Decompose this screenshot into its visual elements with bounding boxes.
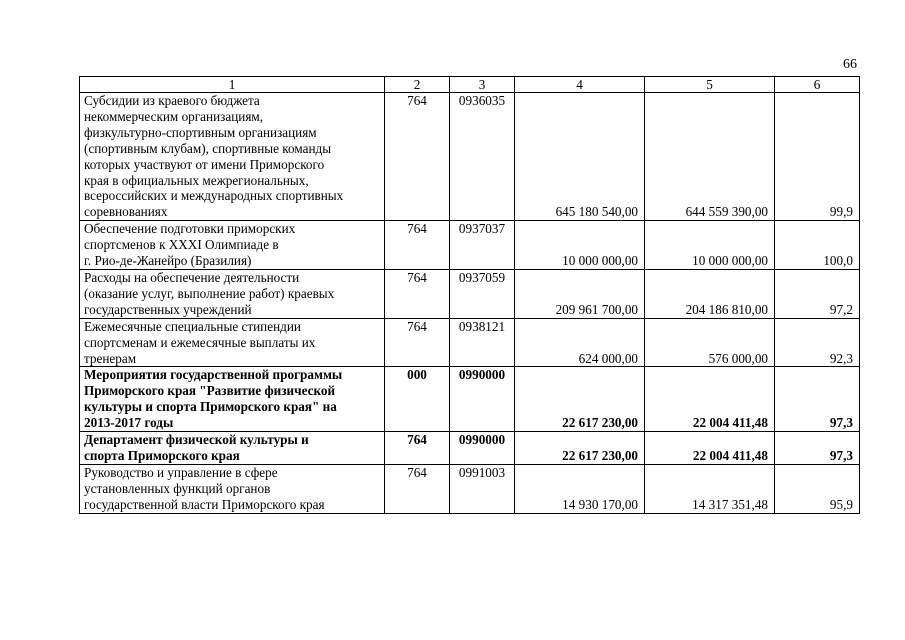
row-name-line: Департамент физической культуры и bbox=[84, 432, 309, 448]
row-name-line: тренерам bbox=[84, 350, 137, 366]
header-cell-ministry: 2 bbox=[385, 77, 450, 93]
budget-table-body bbox=[80, 77, 860, 514]
row-name-line: Руководство и управление в сфере bbox=[84, 464, 278, 480]
row-name-line: Приморского края "Развитие физической bbox=[84, 383, 336, 399]
row-name-line: Субсидии из краевого бюджета bbox=[84, 93, 260, 108]
row-percent: 97,2 bbox=[775, 269, 860, 318]
table-row bbox=[80, 93, 860, 221]
table-row bbox=[80, 432, 860, 465]
row-executed-amount: 14 317 351,48 bbox=[645, 464, 775, 513]
row-name-cell bbox=[80, 221, 385, 270]
row-executed-amount: 22 004 411,48 bbox=[645, 432, 775, 465]
row-name-line: государственной власти Приморского края bbox=[84, 496, 325, 512]
row-target-code: 0990000 bbox=[450, 367, 515, 432]
row-name-line: установленных функций органов bbox=[84, 480, 271, 496]
row-percent: 99,9 bbox=[775, 93, 860, 221]
row-target-code: 0991003 bbox=[450, 464, 515, 513]
row-planned-amount: 645 180 540,00 bbox=[515, 93, 645, 221]
row-name-line: Обеспечение подготовки приморских bbox=[84, 221, 296, 237]
row-target-code: 0938121 bbox=[450, 318, 515, 367]
row-planned-amount: 10 000 000,00 bbox=[515, 221, 645, 270]
row-percent: 92,3 bbox=[775, 318, 860, 367]
row-ministry-code: 764 bbox=[385, 269, 450, 318]
row-name-line: Расходы на обеспечение деятельности bbox=[84, 269, 300, 285]
row-name-line: соревнованиях bbox=[84, 204, 168, 220]
row-ministry-code: 764 bbox=[385, 432, 450, 465]
header-cell-executed: 5 bbox=[645, 77, 775, 93]
row-percent: 97,3 bbox=[775, 367, 860, 432]
table-row bbox=[80, 318, 860, 367]
row-name-line: Мероприятия государственной программы bbox=[84, 367, 343, 383]
row-target-code: 0937059 bbox=[450, 269, 515, 318]
row-name-line: спорта Приморского края bbox=[84, 447, 240, 463]
row-name-line: (спортивным клубам), спортивные команды bbox=[84, 140, 332, 156]
row-name-cell bbox=[80, 367, 385, 432]
row-name-cell bbox=[80, 93, 385, 221]
row-planned-amount: 14 930 170,00 bbox=[515, 464, 645, 513]
row-name-line: государственных учреждений bbox=[84, 301, 252, 317]
row-ministry-code: 764 bbox=[385, 221, 450, 270]
row-ministry-code: 764 bbox=[385, 93, 450, 221]
row-planned-amount: 624 000,00 bbox=[515, 318, 645, 367]
row-name-line: (оказание услуг, выполнение работ) краевых bbox=[84, 285, 335, 301]
row-target-code: 0937037 bbox=[450, 221, 515, 270]
budget-table bbox=[79, 76, 860, 514]
row-planned-amount: 209 961 700,00 bbox=[515, 269, 645, 318]
row-name-line: спортсменов к XXXI Олимпиаде в bbox=[84, 237, 279, 253]
row-name-cell bbox=[80, 318, 385, 367]
row-planned-amount: 22 617 230,00 bbox=[515, 432, 645, 465]
row-executed-amount: 22 004 411,48 bbox=[645, 367, 775, 432]
row-executed-amount: 644 559 390,00 bbox=[645, 93, 775, 221]
row-target-code: 0936035 bbox=[450, 93, 515, 221]
row-ministry-code: 764 bbox=[385, 464, 450, 513]
header-cell-percent: 6 bbox=[775, 77, 860, 93]
row-percent: 95,9 bbox=[775, 464, 860, 513]
table-row bbox=[80, 367, 860, 432]
row-percent: 97,3 bbox=[775, 432, 860, 465]
row-name-line: края в официальных межрегиональных, bbox=[84, 172, 309, 188]
row-name-line: которых участвуют от имени Приморского bbox=[84, 156, 325, 172]
row-executed-amount: 576 000,00 bbox=[645, 318, 775, 367]
row-percent: 100,0 bbox=[775, 221, 860, 270]
row-name-line: физкультурно-спортивным организациям bbox=[84, 124, 317, 140]
table-row bbox=[80, 464, 860, 513]
row-name-cell bbox=[80, 464, 385, 513]
header-cell-target: 3 bbox=[450, 77, 515, 93]
row-name-line: г. Рио-де-Жанейро (Бразилия) bbox=[84, 253, 252, 269]
header-cell-name: 1 bbox=[80, 77, 385, 93]
row-name-line: всероссийских и международных спортивных bbox=[84, 188, 344, 204]
row-name-line: Ежемесячные специальные стипендии bbox=[84, 318, 301, 334]
header-row bbox=[80, 77, 860, 93]
row-name-cell bbox=[80, 432, 385, 465]
header-cell-planned: 4 bbox=[515, 77, 645, 93]
row-target-code: 0990000 bbox=[450, 432, 515, 465]
row-ministry-code: 000 bbox=[385, 367, 450, 432]
page-number: 66 bbox=[843, 57, 857, 72]
row-name-line: спортсменам и ежемесячные выплаты их bbox=[84, 334, 316, 350]
row-name-line: некоммерческим организациям, bbox=[84, 108, 264, 124]
row-executed-amount: 204 186 810,00 bbox=[645, 269, 775, 318]
row-planned-amount: 22 617 230,00 bbox=[515, 367, 645, 432]
table-row bbox=[80, 221, 860, 270]
table-row bbox=[80, 269, 860, 318]
row-ministry-code: 764 bbox=[385, 318, 450, 367]
row-name-cell bbox=[80, 269, 385, 318]
row-name-line: 2013-2017 годы bbox=[84, 415, 174, 431]
row-name-line: культуры и спорта Приморского края" на bbox=[84, 399, 337, 415]
row-executed-amount: 10 000 000,00 bbox=[645, 221, 775, 270]
